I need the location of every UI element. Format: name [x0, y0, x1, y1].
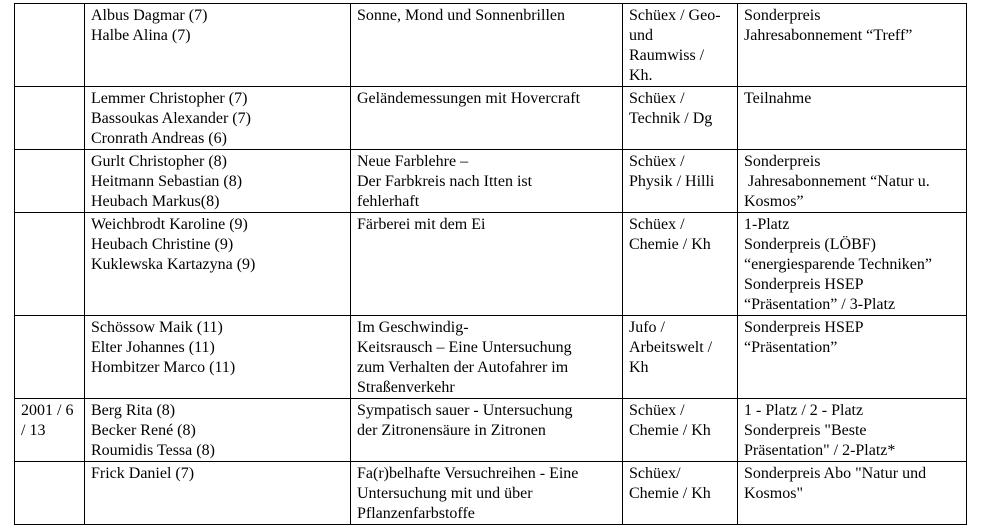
award-line: Sonderpreis HSEP: [744, 319, 864, 336]
subject-cell: [623, 399, 738, 462]
participant-name: Elter Johannes (11): [91, 339, 215, 356]
award-line: Jahresabonnement “Treff”: [744, 27, 913, 44]
award-cell: [738, 150, 967, 213]
subject-line: Schüex /: [629, 216, 685, 233]
participants-cell: [85, 87, 351, 150]
project-title-line: Fa(r)belhafte Versuchreihen - Eine: [357, 465, 579, 482]
participant-name: Heitmann Sebastian (8): [91, 173, 243, 190]
table-row: [15, 213, 967, 316]
table-row: [15, 316, 967, 399]
subject-line: Chemie / Kh: [629, 422, 711, 439]
table-row: [15, 4, 967, 87]
award-line: Jahresabonnement “Natur u.: [744, 173, 930, 190]
project-title-line: Neue Farblehre –: [357, 153, 469, 170]
project-title-line: Im Geschwindig-: [357, 319, 469, 336]
project-title-line: Sympatisch sauer - Untersuchung: [357, 402, 573, 419]
project-title-cell: [351, 87, 623, 150]
table-row: [15, 87, 967, 150]
award-cell: [738, 87, 967, 150]
award-line: Sonderpreis HSEP: [744, 276, 864, 293]
subject-line: Kh: [629, 359, 649, 376]
subject-line: Schüex /: [629, 90, 685, 107]
subject-line: Physik / Hilli: [629, 173, 715, 190]
subject-line: Technik / Dg: [629, 110, 713, 127]
award-line: Sonderpreis (LÖBF): [744, 236, 876, 253]
award-line: “Präsentation”: [744, 339, 838, 356]
participant-name: Heubach Markus(8): [91, 193, 220, 210]
participants-cell: [85, 462, 351, 525]
project-title-cell: [351, 150, 623, 213]
award-line: Sonderpreis "Beste: [744, 422, 867, 439]
participant-name: Gurlt Christopher (8): [91, 153, 227, 170]
subject-line: Schüex / Geo-: [629, 7, 721, 24]
project-title-cell: [351, 213, 623, 316]
award-line: “Präsentation” / 3-Platz: [744, 296, 896, 313]
participant-name: Berg Rita (8): [91, 402, 176, 419]
award-cell: [738, 4, 967, 87]
subject-line: Schüex /: [629, 402, 685, 419]
project-title-cell: [351, 399, 623, 462]
participant-name: Bassoukas Alexander (7): [91, 110, 251, 127]
project-title-line: Sonne, Mond und Sonnenbrillen: [357, 7, 565, 24]
award-line: Präsentation" / 2-Platz*: [744, 442, 896, 459]
project-title-line: Pflanzenfarbstoffe: [357, 505, 475, 522]
project-title-cell: [351, 462, 623, 525]
project-title-line: der Zitronensäure in Zitronen: [357, 422, 546, 439]
participant-name: Weichbrodt Karoline (9): [91, 216, 248, 233]
project-title-line: Straßenverkehr: [357, 379, 455, 396]
participant-name: Kuklewska Kartazyna (9): [91, 256, 256, 273]
subject-line: Schüex/: [629, 465, 681, 482]
project-title-line: Untersuchung mit und über: [357, 485, 533, 502]
award-line: Sonderpreis: [744, 7, 821, 24]
project-title-line: fehlerhaft: [357, 193, 420, 210]
award-line: Sonderpreis: [744, 153, 821, 170]
award-line: Sonderpreis Abo "Natur und: [744, 465, 927, 482]
subject-cell: [623, 213, 738, 316]
award-line: 1 - Platz / 2 - Platz: [744, 402, 864, 419]
award-line: 1-Platz: [744, 216, 790, 233]
year-cell: [15, 316, 85, 399]
year-cell: [15, 399, 85, 462]
participant-name: Heubach Christine (9): [91, 236, 234, 253]
project-title-line: Färberei mit dem Ei: [357, 216, 486, 233]
participant-name: Roumidis Tessa (8): [91, 442, 215, 459]
award-cell: [738, 213, 967, 316]
project-title-cell: [351, 4, 623, 87]
participant-name: Lemmer Christopher (7): [91, 90, 248, 107]
subject-cell: [623, 4, 738, 87]
subject-cell: [623, 150, 738, 213]
participant-name: Halbe Alina (7): [91, 27, 191, 44]
award-line: Kosmos”: [744, 193, 804, 210]
participant-name: Hombitzer Marco (11): [91, 359, 236, 376]
project-title-cell: [351, 316, 623, 399]
year-cell: [15, 150, 85, 213]
year-cell: [15, 4, 85, 87]
subject-cell: [623, 316, 738, 399]
project-title-line: Geländemessungen mit Hovercraft: [357, 90, 581, 107]
participants-cell: [85, 316, 351, 399]
award-cell: [738, 462, 967, 525]
year-cell: [15, 213, 85, 316]
year-line: / 13: [21, 422, 46, 439]
subject-line: Schüex /: [629, 153, 685, 170]
participants-cell: [85, 213, 351, 316]
year-cell: [15, 87, 85, 150]
subject-line: Arbeitswelt /: [629, 339, 713, 356]
subject-line: Jufo /: [629, 319, 665, 336]
participants-cell: [85, 150, 351, 213]
project-title-line: Keitsrausch – Eine Untersuchung: [357, 339, 572, 356]
subject-line: Raumwiss /: [629, 47, 705, 64]
table-row: [15, 399, 967, 462]
participant-name: Cronrath Andreas (6): [91, 130, 227, 147]
subject-line: und: [629, 27, 653, 44]
award-line: “energiesparende Techniken”: [744, 256, 932, 273]
table-row: [15, 150, 967, 213]
subject-cell: [623, 462, 738, 525]
results-table-body: [15, 4, 967, 525]
participant-name: Schössow Maik (11): [91, 319, 223, 336]
participant-name: Becker René (8): [91, 422, 196, 439]
year-line: 2001 / 6: [21, 402, 74, 419]
subject-line: Chemie / Kh: [629, 236, 711, 253]
year-cell: [15, 462, 85, 525]
project-title-line: Der Farbkreis nach Itten ist: [357, 173, 533, 190]
subject-cell: [623, 87, 738, 150]
award-line: Kosmos": [744, 485, 803, 502]
table-row: [15, 462, 967, 525]
participants-cell: [85, 4, 351, 87]
project-title-line: zum Verhalten der Autofahrer im: [357, 359, 569, 376]
award-cell: [738, 316, 967, 399]
subject-line: Chemie / Kh: [629, 485, 711, 502]
participant-name: Frick Daniel (7): [91, 465, 195, 482]
subject-line: Kh.: [629, 67, 653, 84]
award-cell: [738, 399, 967, 462]
award-line: Teilnahme: [744, 90, 812, 107]
results-table: [14, 3, 967, 525]
participant-name: Albus Dagmar (7): [91, 7, 208, 24]
participants-cell: [85, 399, 351, 462]
